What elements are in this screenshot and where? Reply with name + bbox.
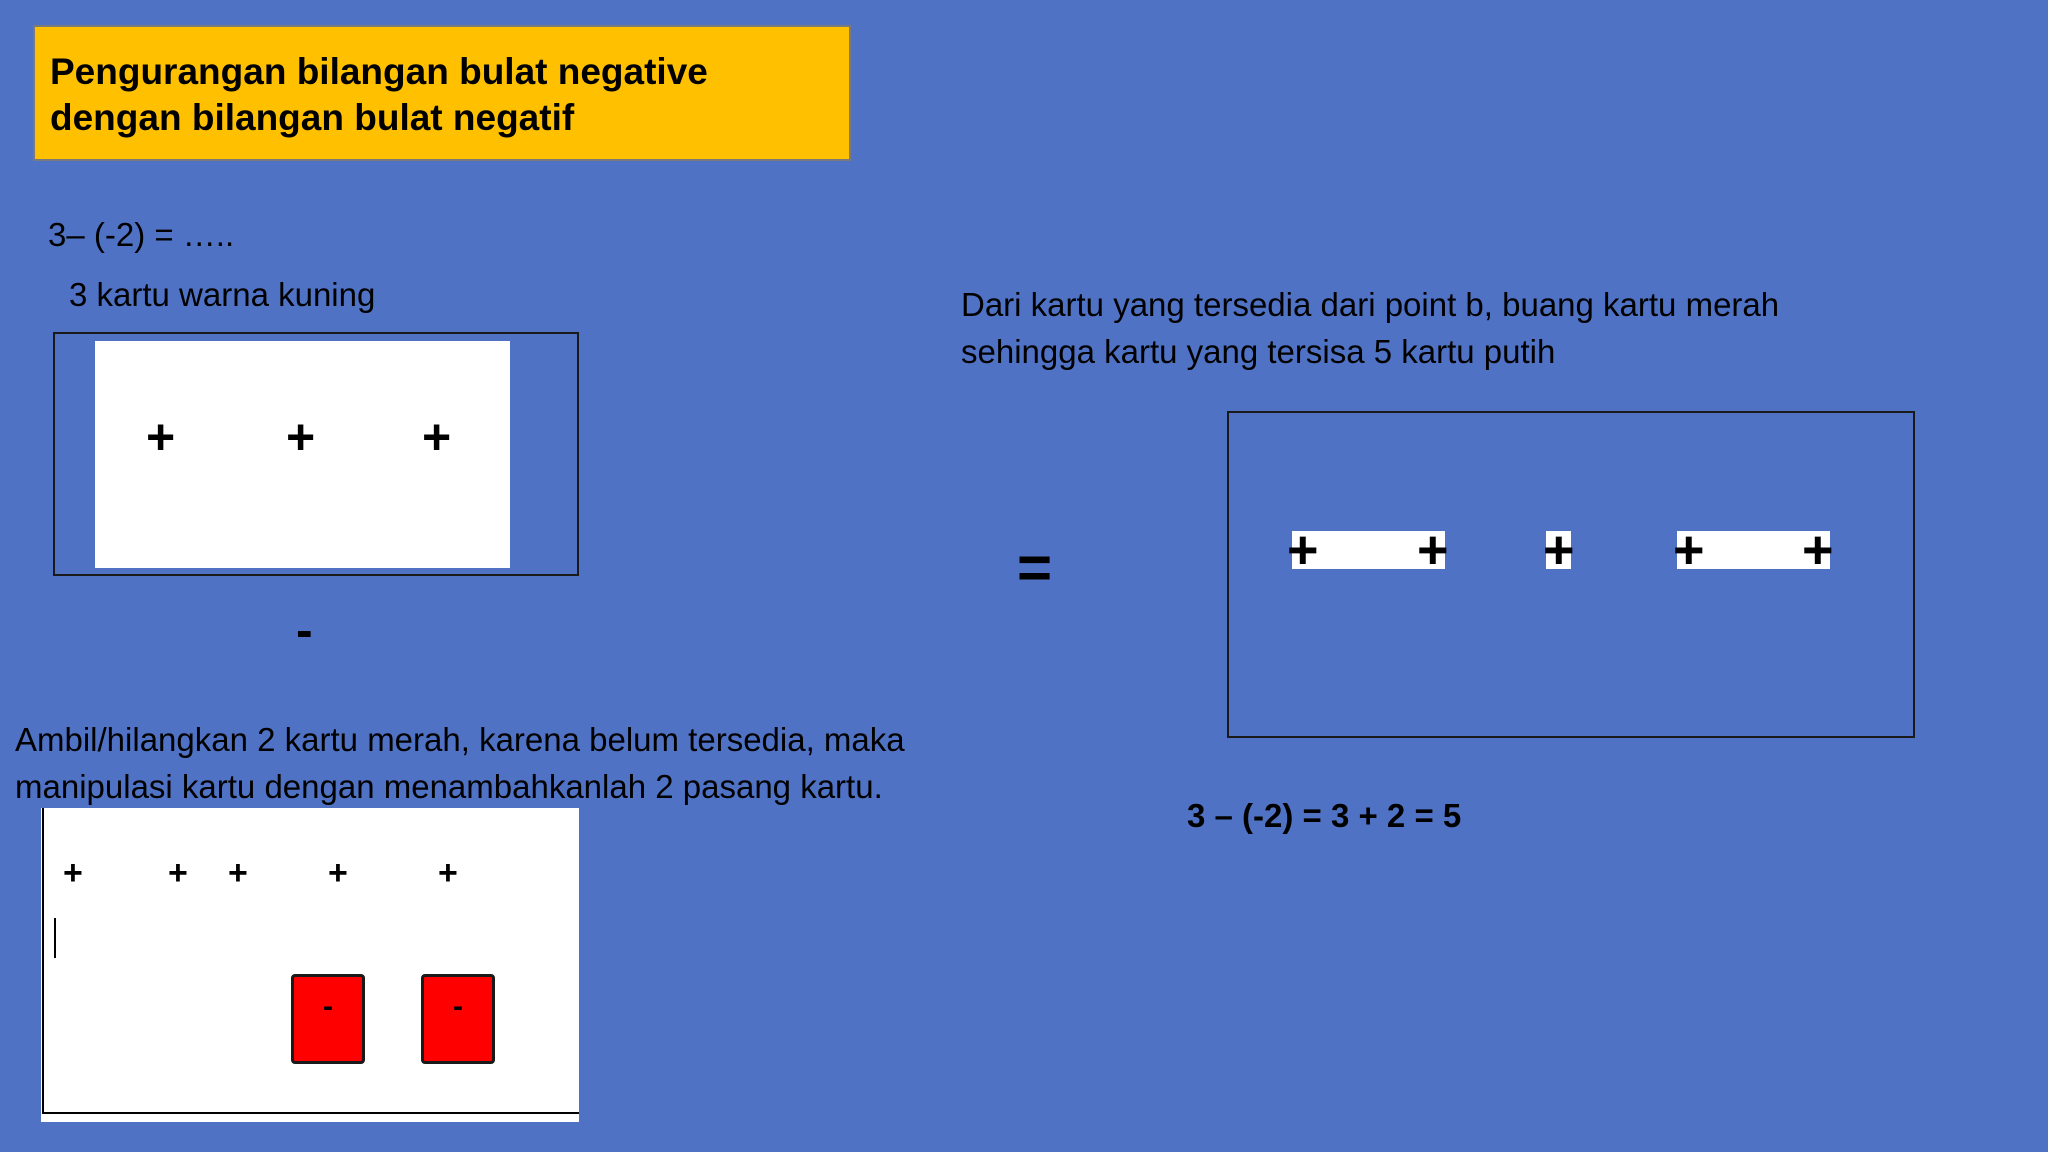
plus-card-small-1: + [63,854,83,892]
red-card-1: - [291,974,365,1064]
plus-result-3: + [1543,520,1575,580]
problem-text: 3– (-2) = ….. [48,216,235,253]
plus-card-2: + [286,409,316,465]
plus-result-4: + [1673,520,1705,580]
title-line-1: Pengurangan bilangan bulat negative [50,51,708,92]
frame-bottom-edge [42,1112,579,1114]
card-frame-manipulated [41,808,579,1122]
step-c-line-2: sehingga kartu yang tersisa 5 kartu putih [961,333,1556,370]
plus-result-5: + [1802,520,1834,580]
result-equation: 3 – (-2) = 3 + 2 = 5 [1187,797,1462,834]
plus-result-1: + [1287,520,1319,580]
plus-card-small-4: + [328,854,348,892]
minus-operator: - [296,602,313,658]
plus-card-small-3: + [228,854,248,892]
step-b-line-2: manipulasi kartu dengan menambahkanlah 2 pasang kartu. [15,768,883,805]
step-b-line-1: Ambil/hilangkan 2 kartu merah, karena belum tersedia, maka [15,721,905,758]
equals-operator: = [1017,534,1053,601]
plus-card-small-2: + [168,854,188,892]
text-cursor [54,918,56,958]
title-box [33,25,851,161]
plus-card-3: + [422,409,452,465]
frame-left-edge [42,808,44,1114]
plus-card-small-5: + [438,854,458,892]
step-c-line-1: Dari kartu yang tersedia dari point b, buang kartu merah [961,286,1780,323]
red-card-2: - [421,974,495,1064]
title-line-2: dengan bilangan bulat negatif [50,97,575,138]
plus-result-2: + [1417,520,1449,580]
step-a-text: 3 kartu warna kuning [69,276,376,313]
plus-card-1: + [146,409,176,465]
